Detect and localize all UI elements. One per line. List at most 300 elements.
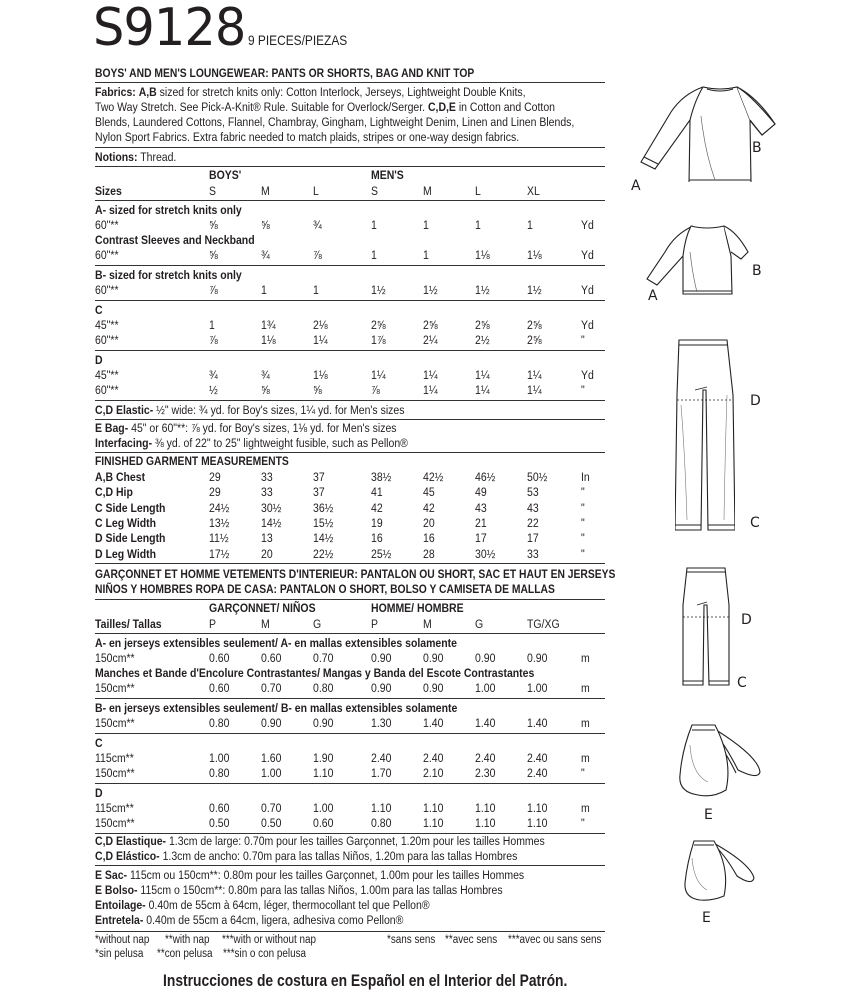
table-row	[95, 651, 605, 666]
bolso-line	[95, 883, 534, 898]
cell-value: 1	[423, 218, 429, 232]
unit: m	[581, 651, 590, 665]
footnote-es-3: ***sin o con pelusa	[223, 948, 307, 960]
group-mens: MEN'S	[371, 168, 404, 182]
cell-value: 0.70	[261, 681, 282, 695]
unit: "	[581, 500, 585, 515]
cell-value: 1½	[475, 283, 490, 297]
fr-sizes-header-row	[95, 617, 605, 632]
size-col: G	[475, 617, 484, 631]
table-row	[95, 283, 605, 298]
section-title	[95, 203, 605, 218]
unit: m	[581, 801, 590, 815]
size-col: S	[371, 184, 379, 198]
title-fr: GARÇONNET ET HOMME VETEMENTS D'INTERIEUR: PANTALON OU SHORT, SAC ET HAUT EN JERSEYS	[95, 567, 616, 581]
cell-value: 0.70	[261, 801, 282, 815]
cell-value: 22½	[313, 546, 334, 561]
cell-value: 0.90	[371, 651, 392, 665]
entretela-text: 0.40m de 55cm a 64cm, ligera, adhesiva como Pellon®	[143, 913, 404, 927]
interfacing-label: Interfacing-	[95, 436, 153, 450]
cell-value: 0.80	[209, 716, 230, 730]
cell-value: 2.40	[527, 751, 548, 765]
table-row	[95, 383, 605, 398]
cell-value: 22	[527, 515, 539, 530]
cell-value: 45	[423, 485, 435, 500]
bag-line	[95, 421, 534, 436]
cell-value: 1.10	[527, 801, 548, 815]
cell-value: ¾	[209, 368, 218, 382]
cell-value: 1.90	[313, 751, 334, 765]
section-title-text: C	[95, 736, 103, 750]
cell-value: 1½	[423, 283, 438, 297]
cell-value: 1.00	[313, 801, 334, 815]
raglan-top-illustration-large	[625, 82, 785, 182]
cell-value: ¾	[261, 248, 270, 262]
section-title-text: Manches et Bande d'Encolure Contrastantes/ Mangas y Banda del Escote Contrastantes	[95, 666, 535, 680]
measurement-row	[95, 470, 605, 485]
elastic-text: ½" wide: ¾ yd. for Boy's sizes, 1¼ yd. for Men's sizes	[153, 403, 405, 417]
cell-value: 1	[261, 283, 267, 297]
size-col: M	[261, 184, 270, 198]
cell-value: 2½	[475, 333, 490, 347]
cell-value: ⅝	[261, 383, 270, 397]
group-garconnet: GARÇONNET/ NIÑOS	[209, 601, 316, 615]
cell-value: 1⅛	[261, 333, 276, 347]
section-title	[95, 636, 605, 651]
fr-size-groups-header	[95, 601, 605, 616]
cell-value: 0.90	[313, 716, 334, 730]
cell-value: 1.10	[423, 816, 444, 830]
cell-value: 2⅝	[527, 318, 542, 332]
unit: "	[581, 485, 585, 500]
elastico-label: C,D Elástico-	[95, 849, 160, 863]
cell-value: ¾	[261, 368, 270, 382]
cell-value: 43	[527, 500, 539, 515]
cell-value: 2¼	[423, 333, 438, 347]
section-title-text: Contrast Sleeves and Neckband	[95, 233, 255, 247]
elastic-line	[95, 403, 534, 418]
unit: m	[581, 716, 590, 730]
cell-value: 2.40	[475, 751, 496, 765]
section-title	[95, 268, 605, 283]
cell-value: 13½	[209, 515, 230, 530]
cell-value: 1	[313, 283, 319, 297]
garment-title: BOYS' AND MEN'S LOUNGEWEAR: PANTS OR SHORTS, BAG AND KNIT TOP	[95, 66, 475, 80]
cell-value: 1	[423, 248, 429, 262]
cell-value: 2⅝	[527, 333, 542, 347]
sac-line	[95, 868, 534, 883]
cell-value: 0.70	[313, 651, 334, 665]
divider	[95, 733, 605, 734]
elastique-label: C,D Elastique-	[95, 834, 167, 848]
footnote-es-1: *sin pelusa	[95, 948, 144, 960]
divider	[95, 82, 605, 83]
group-homme: HOMME/ HOMBRE	[371, 601, 464, 615]
cell-value: 0.60	[209, 651, 230, 665]
cell-value: 2⅝	[423, 318, 438, 332]
measurement-label: C Side Length	[95, 500, 166, 515]
fabrics-text-2: Two Way Stretch. See Pick-A-Knit® Rule. Suitable for Overlock/Serger.	[95, 100, 428, 114]
cell-value: 2⅛	[313, 318, 328, 332]
section-title	[95, 666, 605, 681]
section-title	[95, 786, 605, 801]
cell-value: 1¼	[527, 383, 542, 397]
cell-value: 0.90	[371, 681, 392, 695]
divider	[95, 200, 605, 201]
table-row	[95, 218, 605, 233]
unit: m	[581, 681, 590, 695]
row-label: 45"**	[95, 318, 119, 332]
row-label: 60"**	[95, 333, 119, 347]
cell-value: 41	[371, 485, 383, 500]
divider	[95, 452, 605, 453]
entoilage-line	[95, 898, 534, 913]
notions-label: Notions:	[95, 150, 138, 164]
bag-illustration-large	[678, 720, 778, 800]
cell-value: 15½	[313, 515, 334, 530]
view-label-d-small: D	[741, 612, 752, 628]
divider	[95, 599, 605, 600]
fabrics-label: Fabrics:	[95, 85, 136, 99]
table-row	[95, 801, 605, 816]
size-col: P	[371, 617, 379, 631]
cell-value: 1.10	[371, 801, 392, 815]
cell-value: 50½	[527, 470, 548, 484]
cell-value: ½	[209, 383, 218, 397]
section-title-text: D	[95, 786, 103, 800]
raglan-top-illustration-small	[645, 222, 755, 297]
pattern-number: S9128	[93, 0, 246, 58]
row-label: 60"**	[95, 283, 119, 297]
cell-value: 0.60	[209, 801, 230, 815]
view-label-a-small: A	[648, 288, 658, 304]
cell-value: ⅝	[209, 248, 218, 262]
unit: m	[581, 751, 590, 765]
section-title-text: A- sized for stretch knits only	[95, 203, 242, 217]
size-col: G	[313, 617, 322, 631]
row-label: 150cm**	[95, 651, 135, 665]
cell-value: 21	[475, 515, 487, 530]
cell-value: 1.70	[371, 766, 392, 780]
table-row	[95, 716, 605, 731]
cell-value: 1.10	[313, 766, 334, 780]
size-col: XL	[527, 184, 540, 198]
cell-value: ⅞	[209, 333, 218, 347]
row-label: 60"**	[95, 383, 119, 397]
cell-value: 1¼	[475, 383, 490, 397]
view-label-a: A	[631, 178, 641, 194]
footnote-fr-1: *sans sens	[387, 934, 436, 946]
elastico-text: 1.3cm de ancho: 0.70m para las tallas Niños, 1.20m para las tallas Hombres	[159, 849, 518, 863]
cell-value: 2⅝	[475, 318, 490, 332]
fabrics-line-2	[95, 100, 555, 115]
footnote-en-1: *without nap	[95, 934, 150, 946]
sac-text: 115cm ou 150cm**: 0.80m pour les tailles Garçonnet, 1.00m pour les tailles Hommes	[127, 868, 525, 882]
divider	[95, 400, 605, 401]
footnote-en-2: **with nap	[165, 934, 210, 946]
elastic-label: C,D Elastic-	[95, 403, 154, 417]
cell-value: 19	[371, 515, 383, 530]
entoilage-label: Entoilage-	[95, 898, 146, 912]
row-label: 115cm**	[95, 801, 134, 815]
fabrics-text-1: sized for stretch knits only: Cotton Interlock, Jerseys, Lightweight Double Knits,	[156, 85, 526, 99]
cell-value: 1⅛	[313, 368, 328, 382]
cell-value: 0.80	[371, 816, 392, 830]
interfacing-text: ⅜ yd. of 22" to 25" lightweight fusible, such as Pellon®	[152, 436, 408, 450]
cell-value: ⅞	[209, 283, 218, 297]
section-title-text: A- en jerseys extensibles seulement/ A- en mallas extensibles solamente	[95, 636, 457, 650]
cell-value: 1.10	[475, 801, 496, 815]
view-label-e-small: E	[702, 910, 711, 926]
section-title-text: B- en jerseys extensibles seulement/ B- en mallas extensibles solamente	[95, 701, 458, 715]
entretela-label: Entretela-	[95, 913, 144, 927]
notions-value: Thread.	[137, 150, 177, 164]
size-groups-header	[95, 168, 605, 183]
cell-value: 13	[261, 531, 273, 546]
cell-value: 11½	[209, 531, 229, 546]
unit: "	[581, 546, 585, 561]
cell-value: 1.40	[475, 716, 496, 730]
cell-value: 0.90	[423, 651, 444, 665]
cell-value: 1.10	[475, 816, 496, 830]
measurements-title: FINISHED GARMENT MEASUREMENTS	[95, 454, 289, 468]
section-title-text: D	[95, 353, 103, 367]
cell-value: ⅞	[313, 248, 322, 262]
table-row	[95, 368, 605, 383]
cell-value: 36½	[313, 500, 334, 515]
cell-value: 43	[475, 500, 487, 515]
bag-illustration-small	[682, 838, 772, 908]
size-col: S	[209, 184, 217, 198]
unit: Yd	[581, 283, 594, 297]
view-label-c: C	[750, 515, 760, 531]
section-title	[95, 701, 605, 716]
elastique-text: 1.3cm de large: 0.70m pour les tailles Garçonnet, 1.20m pour les tailles Hommes	[166, 834, 545, 848]
cell-value: 38½	[371, 470, 392, 484]
cell-value: 1¼	[313, 333, 328, 347]
cell-value: 1⅛	[527, 248, 542, 262]
fabrics-views-ab: A,B	[138, 85, 157, 99]
divider	[95, 350, 605, 351]
measurement-row	[95, 547, 605, 562]
footnote-en-3: ***with or without nap	[222, 934, 317, 946]
cell-value: 0.90	[261, 716, 282, 730]
unit: "	[581, 766, 585, 780]
cell-value: ⅝	[261, 218, 270, 232]
table-row	[95, 248, 605, 263]
bolso-text: 115cm o 150cm**: 0.80m para las tallas Niños, 1.00m para las tallas Hombres	[137, 883, 503, 897]
section-title	[95, 353, 605, 368]
cell-value: 2⅝	[371, 318, 386, 332]
divider	[95, 931, 605, 932]
footnote-fr-2: **avec sens	[445, 934, 498, 946]
cell-value: 29	[209, 485, 221, 500]
cell-value: 30½	[475, 546, 496, 561]
pants-illustration-large	[675, 335, 735, 535]
divider	[95, 633, 605, 634]
divider	[95, 563, 605, 564]
size-col: TG/XG	[527, 617, 560, 631]
cell-value: 17	[527, 531, 539, 546]
cell-value: 1	[371, 248, 377, 262]
view-label-b: B	[752, 140, 762, 156]
cell-value: 33	[261, 485, 273, 500]
table-row	[95, 681, 605, 696]
divider	[95, 865, 605, 866]
cell-value: 0.90	[423, 681, 444, 695]
footnote-es-2: **con pelusa	[157, 948, 213, 960]
cell-value: 1¾	[261, 318, 276, 332]
cell-value: 0.60	[209, 681, 230, 695]
view-label-e: E	[704, 807, 713, 823]
cell-value: 1.60	[261, 751, 282, 765]
cell-value: 46½	[475, 470, 496, 484]
cell-value: 0.60	[313, 816, 334, 830]
cell-value: 1¼	[371, 368, 386, 382]
size-col: M	[423, 184, 432, 198]
row-label: 150cm**	[95, 716, 135, 730]
size-col: L	[313, 184, 319, 198]
cell-value: 1.00	[475, 681, 496, 695]
cell-value: 0.80	[313, 681, 334, 695]
divider	[95, 166, 605, 167]
cell-value: 1	[475, 218, 481, 232]
divider	[95, 698, 605, 699]
measurement-label: A,B Chest	[95, 470, 146, 484]
divider	[95, 147, 605, 148]
pants-illustration-small	[681, 565, 733, 690]
bolso-label: E Bolso-	[95, 883, 138, 897]
cell-value: 30½	[261, 500, 282, 515]
elastico-line	[95, 849, 534, 864]
size-col: P	[209, 617, 217, 631]
cell-value: ⅝	[209, 218, 218, 232]
cell-value: 0.60	[261, 651, 282, 665]
row-label: 150cm**	[95, 816, 135, 830]
unit: Yd	[581, 218, 594, 232]
cell-value: 29	[209, 470, 221, 484]
cell-value: 2.40	[371, 751, 392, 765]
cell-value: 17	[475, 531, 487, 546]
divider	[95, 783, 605, 784]
bag-label: E Bag-	[95, 421, 129, 435]
sizes-header-row	[95, 184, 605, 199]
view-label-b-small: B	[752, 263, 762, 279]
footnote-fr-3: ***avec ou sans sens	[508, 934, 602, 946]
bag-text: 45" or 60"**: ⅞ yd. for Boy's sizes, 1⅛ yd. for Men's sizes	[128, 421, 397, 435]
unit: Yd	[581, 318, 594, 332]
section-title	[95, 736, 605, 751]
cell-value: 2.10	[423, 766, 444, 780]
cell-value: 42	[371, 500, 383, 515]
measurement-label: C Leg Width	[95, 515, 157, 530]
cell-value: 2.30	[475, 766, 496, 780]
unit: Yd	[581, 368, 594, 382]
row-label: 60"**	[95, 248, 119, 262]
fabrics-line-3: Blends, Laundered Cottons, Flannel, Chambray, Gingham, Lightweight Denim, Linen and Linen Blends,	[95, 115, 575, 129]
unit: "	[581, 383, 585, 397]
view-label-d: D	[750, 393, 761, 409]
size-col: L	[475, 184, 481, 198]
table-row	[95, 318, 605, 333]
cell-value: 42	[423, 500, 435, 515]
unit: In	[581, 470, 590, 484]
sac-label: E Sac-	[95, 868, 128, 882]
cell-value: 16	[423, 531, 435, 546]
section-title	[95, 233, 605, 248]
row-label: 115cm**	[95, 751, 134, 765]
section-title-text: B- sized for stretch knits only	[95, 268, 242, 282]
measurement-label: C,D Hip	[95, 485, 133, 500]
cell-value: 28	[423, 546, 435, 561]
title-es: NIÑOS Y HOMBRES ROPA DE CASA: PANTALON O SHORT, BOLSO Y CAMISETA DE MALLAS	[95, 582, 555, 596]
cell-value: 1.10	[423, 801, 444, 815]
cell-value: 1.00	[209, 751, 230, 765]
cell-value: 1.00	[261, 766, 282, 780]
cell-value: 1½	[371, 283, 386, 297]
row-label: 60"**	[95, 218, 119, 232]
cell-value: 42½	[423, 470, 444, 484]
cell-value: 53	[527, 485, 539, 500]
section-title	[95, 303, 605, 318]
cell-value: 1¼	[527, 368, 542, 382]
cell-value: 37	[313, 470, 325, 484]
cell-value: 24½	[209, 500, 230, 515]
cell-value: 1⅛	[475, 248, 490, 262]
notions-line	[95, 150, 534, 165]
cell-value: 33	[261, 470, 273, 484]
cell-value: 25½	[371, 546, 392, 561]
cell-value: 16	[371, 531, 383, 546]
row-label: 150cm**	[95, 681, 135, 695]
measurement-row	[95, 485, 605, 500]
table-row	[95, 816, 605, 831]
measurement-row	[95, 501, 605, 516]
cell-value: 2.40	[423, 751, 444, 765]
measurement-row	[95, 516, 605, 531]
table-row	[95, 333, 605, 348]
cell-value: 1¼	[423, 383, 438, 397]
sizes-label: Sizes	[95, 184, 122, 198]
cell-value: 37	[313, 485, 325, 500]
measurement-label: D Leg Width	[95, 546, 157, 561]
cell-value: 1.00	[527, 681, 548, 695]
cell-value: 0.80	[209, 766, 230, 780]
cell-value: 20	[423, 515, 435, 530]
cell-value: ¾	[313, 218, 322, 232]
elastique-line	[95, 834, 545, 849]
cell-value: 1¼	[475, 368, 490, 382]
section-title-text: C	[95, 303, 103, 317]
cell-value: 0.90	[527, 651, 548, 665]
measurement-row	[95, 531, 605, 546]
cell-value: 2.40	[527, 766, 548, 780]
table-row	[95, 766, 605, 781]
cell-value: 14½	[261, 515, 282, 530]
row-label: 45"**	[95, 368, 119, 382]
cell-value: 1½	[527, 283, 542, 297]
measurement-label: D Side Length	[95, 531, 166, 546]
cell-value: 1	[209, 318, 215, 332]
unit: "	[581, 515, 585, 530]
cell-value: 1.10	[527, 816, 548, 830]
entretela-line	[95, 913, 534, 928]
tailles-label: Tailles/ Tallas	[95, 617, 162, 631]
interfacing-line	[95, 436, 534, 451]
cell-value: 1.40	[423, 716, 444, 730]
cell-value: 49	[475, 485, 487, 500]
cell-value: 1.30	[371, 716, 392, 730]
